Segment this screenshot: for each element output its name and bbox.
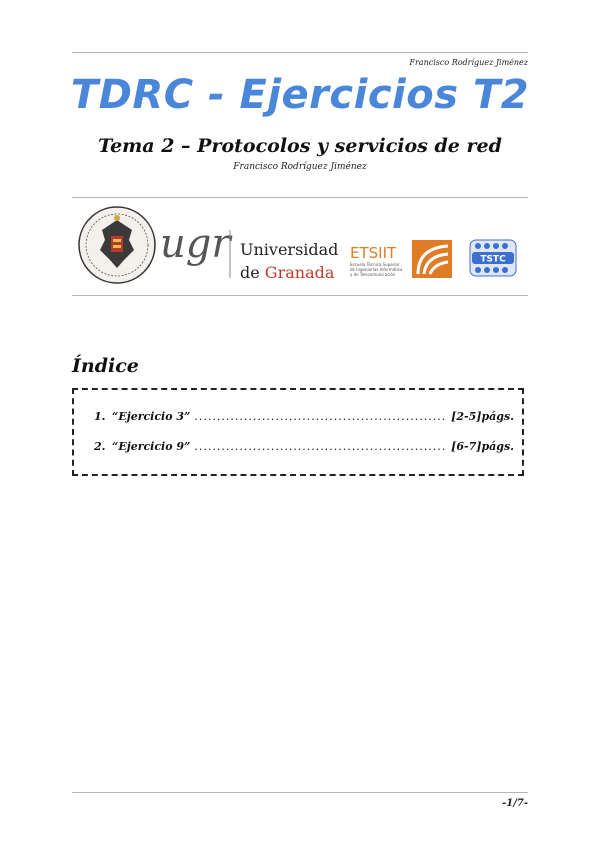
logo-top-rule — [72, 197, 528, 198]
logo-bottom-rule — [72, 295, 528, 296]
index-item-title: “Ejercicio 3” — [112, 410, 191, 423]
etsiit-caption-3: y de Telecomunicación — [350, 272, 396, 277]
index-heading: Índice — [72, 355, 139, 377]
header-rule — [72, 52, 528, 53]
etsiit-wave-icon — [412, 240, 452, 278]
index-leader-dots — [194, 440, 447, 453]
etsiit-caption-1: Escuela Técnica Superior — [350, 262, 400, 267]
granada-word: Granada — [264, 263, 335, 282]
footer-rule — [72, 792, 528, 793]
page-number: -1/7- — [502, 798, 528, 809]
index-list — [94, 410, 514, 470]
index-leader-dots — [194, 410, 447, 423]
university-seal-icon — [79, 207, 155, 283]
header-author: Francisco Rodríguez Jiménez — [409, 58, 528, 67]
index-item-pages: [2-5]págs. — [451, 410, 514, 423]
document-subtitle: Tema 2 – Protocolos y servicios de red — [98, 135, 502, 157]
ugr-mark: ugr — [160, 221, 231, 267]
index-item-title: “Ejercicio 9” — [112, 440, 191, 453]
index-item-number: 1. — [94, 410, 106, 423]
index-item-number: 2. — [94, 440, 106, 453]
index-item-pages: [6-7]págs. — [451, 440, 514, 453]
index-box — [72, 388, 524, 476]
etsiit-logo — [350, 240, 452, 278]
university-line2: de Granada — [240, 263, 335, 282]
logo-strip — [72, 200, 528, 290]
university-line1: Universidad — [240, 240, 339, 259]
etsiit-wordmark: ETSIIT — [350, 244, 397, 262]
logo-strip-svg — [72, 200, 528, 290]
document-title: TDRC - Ejercicios T2 — [70, 72, 530, 118]
index-item-2[interactable] — [94, 440, 514, 470]
tstc-logo — [470, 240, 516, 276]
index-item-1[interactable] — [94, 410, 514, 440]
document-author: Francisco Rodríguez Jiménez — [233, 162, 367, 172]
etsiit-caption-2: de Ingenierías Informática — [350, 267, 403, 272]
tstc-wordmark: TSTC — [480, 254, 506, 265]
